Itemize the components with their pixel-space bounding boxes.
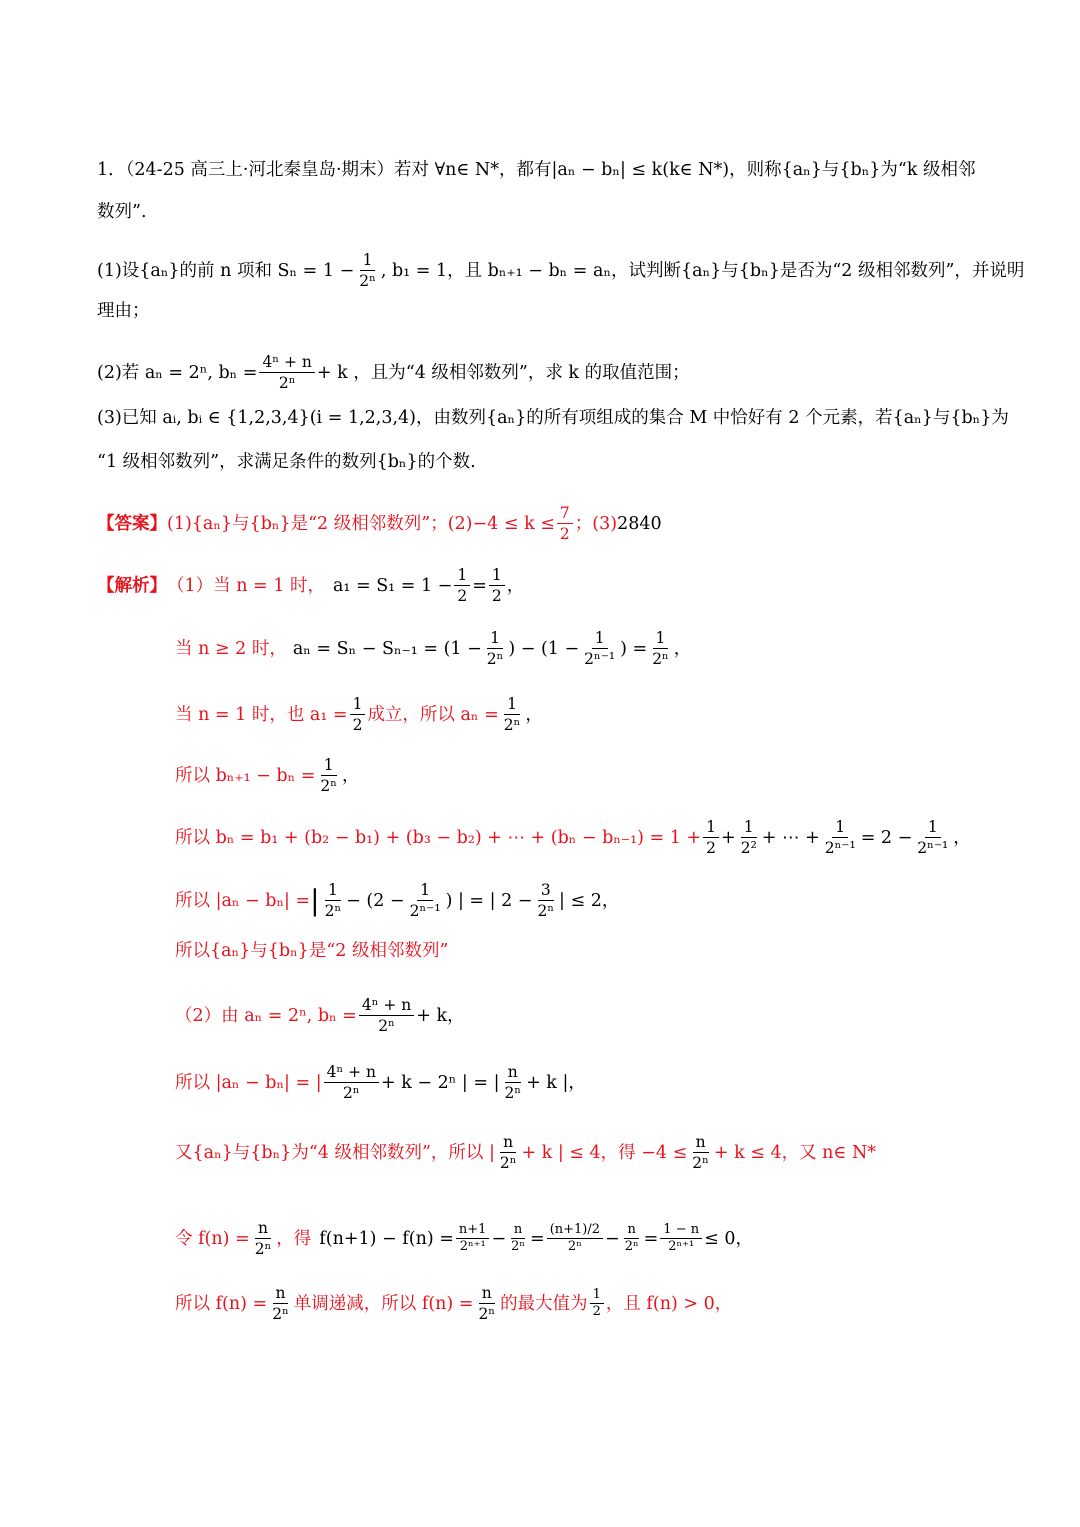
analysis-line-5: 所以 bₙ = b₁ + (b₂ − b₁) + (b₃ − b₂) + ⋯ + (bₙ − bₙ₋₁) = 1 + $\frac{1}{2}$ + $\frac{1}{\text{2²}}$ + ⋯ + $\frac{1}{\text{2ⁿ⁻¹}}$ = 2 − $\frac{1}{\text{2ⁿ⁻¹}}$ ， xyxy=(175,818,971,857)
analysis-line-10: 又{aₙ}与{bₙ}为“4 级相邻数列”，所以 | $\frac{n}{\text{2ⁿ}}$ + k | ≤ 4，得 −4 ≤ $\frac{n}{\text{2ⁿ}}$ + k ≤ 4，又 n∈ N* xyxy=(175,1133,877,1172)
fraction: $\frac{1}{\text{2ⁿ}}$ xyxy=(359,251,376,290)
fraction: $\frac{7}{2}$ xyxy=(557,503,573,544)
analysis-line-2: 当 n ≥ 2 时， aₙ = Sₙ − Sₙ₋₁ = (1 − $\frac{1}{\text{2ⁿ}}$ ) − (1 − $\frac{1}{\text{2ⁿ⁻¹}}$ ) = $\frac{1}{\text{2ⁿ}}$ ， xyxy=(175,629,692,668)
analysis-line-6: 所以 |aₙ − bₙ| = | $\frac{1}{\text{2ⁿ}}$ − (2 − $\frac{1}{\text{2ⁿ⁻¹}}$ ) | = | 2 − $\frac{3}{\text{2ⁿ}}$ | ≤ 2， xyxy=(175,881,620,920)
problem-line-1: 1．（24-25 高三上·河北秦皇岛·期末）若对 ∀n∈ N*，都有|aₙ − bₙ| ≤ k(k∈ N*)，则称{aₙ}与{bₙ}为“k 级相邻 xyxy=(97,160,976,180)
analysis-tag: 【解析】 xyxy=(97,575,167,596)
question-3-line-1: (3)已知 aᵢ, bᵢ ∈ {1,2,3,4}(i = 1,2,3,4)，由数列{aₙ}的所有项组成的集合 M 中恰好有 2 个元素，若{aₙ}与{bₙ}为 xyxy=(97,408,1009,428)
analysis-line-12: 所以 f(n) = $\frac{n}{\text{2ⁿ}}$ 单调递减，所以 f(n) = $\frac{n}{\text{2ⁿ}}$ 的最大值为 $\frac{1}{2}$ ，且 f(n) > 0， xyxy=(175,1284,733,1323)
analysis-line-3: 当 n = 1 时，也 a₁ = $\frac{1}{2}$ 成立，所以 aₙ = $\frac{1}{\text{2ⁿ}}$ ， xyxy=(175,695,543,734)
answer-final: 2840 xyxy=(617,513,662,534)
analysis-line-8: （2）由 aₙ = 2ⁿ, bₙ = $\frac{\text{4ⁿ + n}}{\text{2ⁿ}}$ + k， xyxy=(175,996,465,1035)
question-3-line-2: “1 级相邻数列”，求满足条件的数列{bₙ}的个数. xyxy=(97,452,476,472)
question-1-line-1: (1)设{aₙ}的前 n 项和 Sₙ = 1 − $\frac{1}{\text{2ⁿ}}$ , b₁ = 1，且 bₙ₊₁ − bₙ = aₙ，试判断{aₙ}与{bₙ}是否为“2 级相邻数列”，并说明 xyxy=(97,251,1025,290)
analysis-line-9: 所以 |aₙ − bₙ| = | $\frac{\text{4ⁿ + n}}{\text{2ⁿ}}$ + k − 2ⁿ | = | $\frac{n}{\text{2ⁿ}}$ + k |， xyxy=(175,1063,586,1102)
answer-tag: 【答案】 xyxy=(97,513,167,534)
problem-line-2: 数列”. xyxy=(97,202,147,222)
question-2: (2)若 aₙ = 2ⁿ, bₙ = $\frac{\text{4ⁿ + n}}{\text{2ⁿ}}$ + k ，且为“4 级相邻数列”，求 k 的取值范围； xyxy=(97,353,690,392)
answer-line: 【答案】 (1){aₙ}与{bₙ}是“2 级相邻数列”；(2)−4 ≤ k ≤ $\frac{7}{2}$ ；(3) 2840 xyxy=(97,504,662,543)
analysis-line-7: 所以{aₙ}与{bₙ}是“2 级相邻数列” xyxy=(175,941,449,961)
analysis-line-11: 令 f(n) = $\frac{n}{\text{2ⁿ}}$ ，得 f(n+1) − f(n) = $\frac{n+1}{\text{2ⁿ⁺¹}}$ − $\frac{n}{\text{2ⁿ}}$ = $\frac{(n+1)/2}{\text{2ⁿ}}$ − $\frac{n}{\text{2ⁿ}}$ = $\frac{1 - n}{\text{2ⁿ⁺¹}}$ ≤ 0， xyxy=(175,1219,753,1258)
fraction: $\frac{\text{4ⁿ + n}}{\text{2ⁿ}}$ xyxy=(259,352,314,393)
analysis-line-4: 所以 bₙ₊₁ − bₙ = $\frac{1}{\text{2ⁿ}}$ ， xyxy=(175,756,360,795)
analysis-line-1: 【解析】 （1）当 n = 1 时， a₁ = S₁ = 1 − $\frac{1}{2}$ = $\frac{1}{2}$ ， xyxy=(97,566,525,605)
question-1-line-2: 理由； xyxy=(97,301,150,321)
